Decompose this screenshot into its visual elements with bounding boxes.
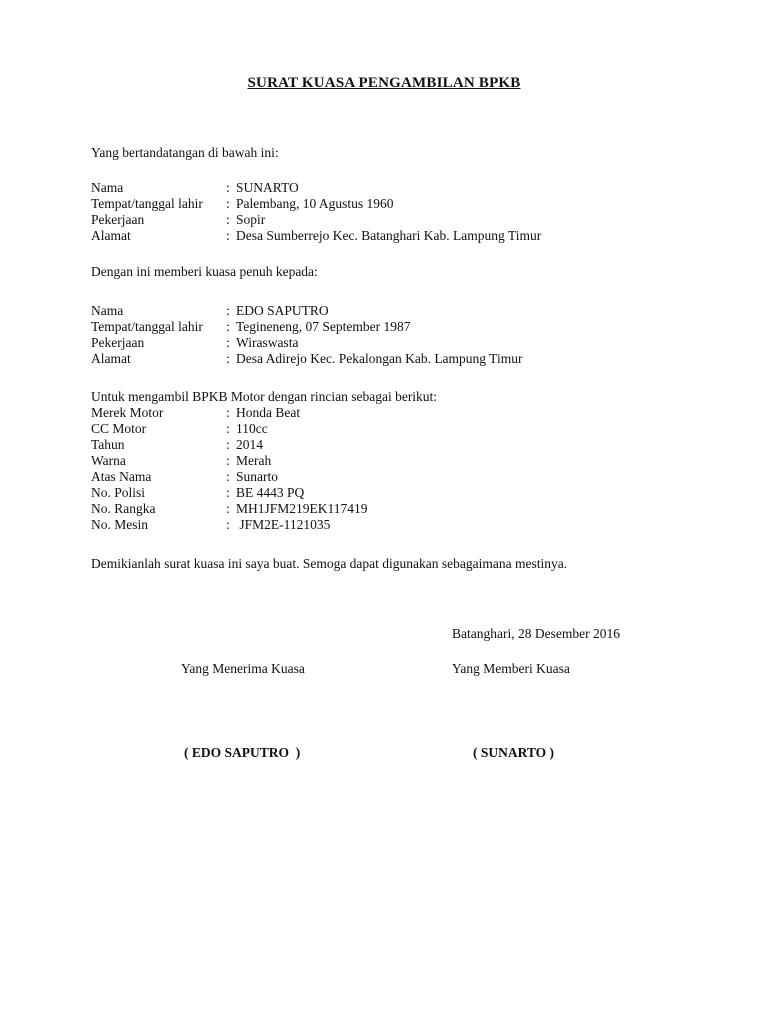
field-value: Desa Adirejo Kec. Pekalongan Kab. Lampung Timur (236, 351, 523, 366)
field-separator: : (226, 319, 230, 334)
giver-signature-name: ( SUNARTO ) (473, 745, 555, 760)
field-separator: : (226, 196, 230, 211)
field-value: Merah (236, 453, 272, 468)
field-value: Sopir (236, 212, 266, 227)
field-value: Honda Beat (236, 405, 301, 420)
field-separator: : (226, 517, 230, 532)
field-value: SUNARTO (236, 180, 299, 195)
purpose-text: Untuk mengambil BPKB Motor dengan rincian sebagai berikut: (91, 389, 438, 404)
field-label: Tempat/tanggal lahir (91, 196, 203, 211)
field-value: Desa Sumberrejo Kec. Batanghari Kab. Lampung Timur (236, 228, 542, 243)
field-separator: : (226, 501, 230, 516)
field-label: No. Mesin (91, 517, 148, 532)
receiver-signature-name: ( EDO SAPUTRO ) (184, 745, 301, 760)
field-separator: : (226, 453, 230, 468)
field-separator: : (226, 303, 230, 318)
field-separator: : (226, 405, 230, 420)
field-separator: : (226, 351, 230, 366)
receiver-role: Yang Menerima Kuasa (181, 661, 305, 676)
grant-statement: Dengan ini memberi kuasa penuh kepada: (91, 264, 318, 279)
field-label: No. Rangka (91, 501, 156, 516)
field-label: Atas Nama (91, 469, 152, 484)
field-value: BE 4443 PQ (236, 485, 305, 500)
field-label: Pekerjaan (91, 335, 145, 350)
field-label: Warna (91, 453, 126, 468)
field-label: Nama (91, 303, 124, 318)
field-separator: : (226, 335, 230, 350)
field-label: Alamat (91, 351, 131, 366)
field-separator: : (226, 485, 230, 500)
field-separator: : (226, 180, 230, 195)
field-value: EDO SAPUTRO (236, 303, 329, 318)
field-value: 110cc (236, 421, 268, 436)
field-value: Tegineneng, 07 September 1987 (236, 319, 411, 334)
field-separator: : (226, 421, 230, 436)
closing-text: Demikianlah surat kuasa ini saya buat. Semoga dapat digunakan sebagaimana mestinya. (91, 556, 568, 571)
field-label: Tempat/tanggal lahir (91, 319, 203, 334)
field-label: Alamat (91, 228, 131, 243)
field-value: JFM2E-1121035 (236, 517, 331, 532)
field-label: No. Polisi (91, 485, 146, 500)
field-label: CC Motor (91, 421, 147, 436)
field-separator: : (226, 437, 230, 452)
giver-role: Yang Memberi Kuasa (452, 661, 570, 676)
field-separator: : (226, 212, 230, 227)
intro-text: Yang bertandatangan di bawah ini: (91, 145, 279, 160)
field-value: Palembang, 10 Agustus 1960 (236, 196, 394, 211)
field-label: Pekerjaan (91, 212, 145, 227)
field-label: Nama (91, 180, 124, 195)
field-separator: : (226, 469, 230, 484)
field-value: MH1JFM219EK117419 (236, 501, 368, 516)
field-value: 2014 (236, 437, 263, 452)
place-date: Batanghari, 28 Desember 2016 (452, 626, 620, 641)
field-value: Sunarto (236, 469, 278, 484)
document-title: SURAT KUASA PENGAMBILAN BPKB (247, 75, 521, 91)
field-label: Tahun (91, 437, 125, 452)
field-separator: : (226, 228, 230, 243)
field-label: Merek Motor (91, 405, 164, 420)
field-value: Wiraswasta (236, 335, 299, 350)
